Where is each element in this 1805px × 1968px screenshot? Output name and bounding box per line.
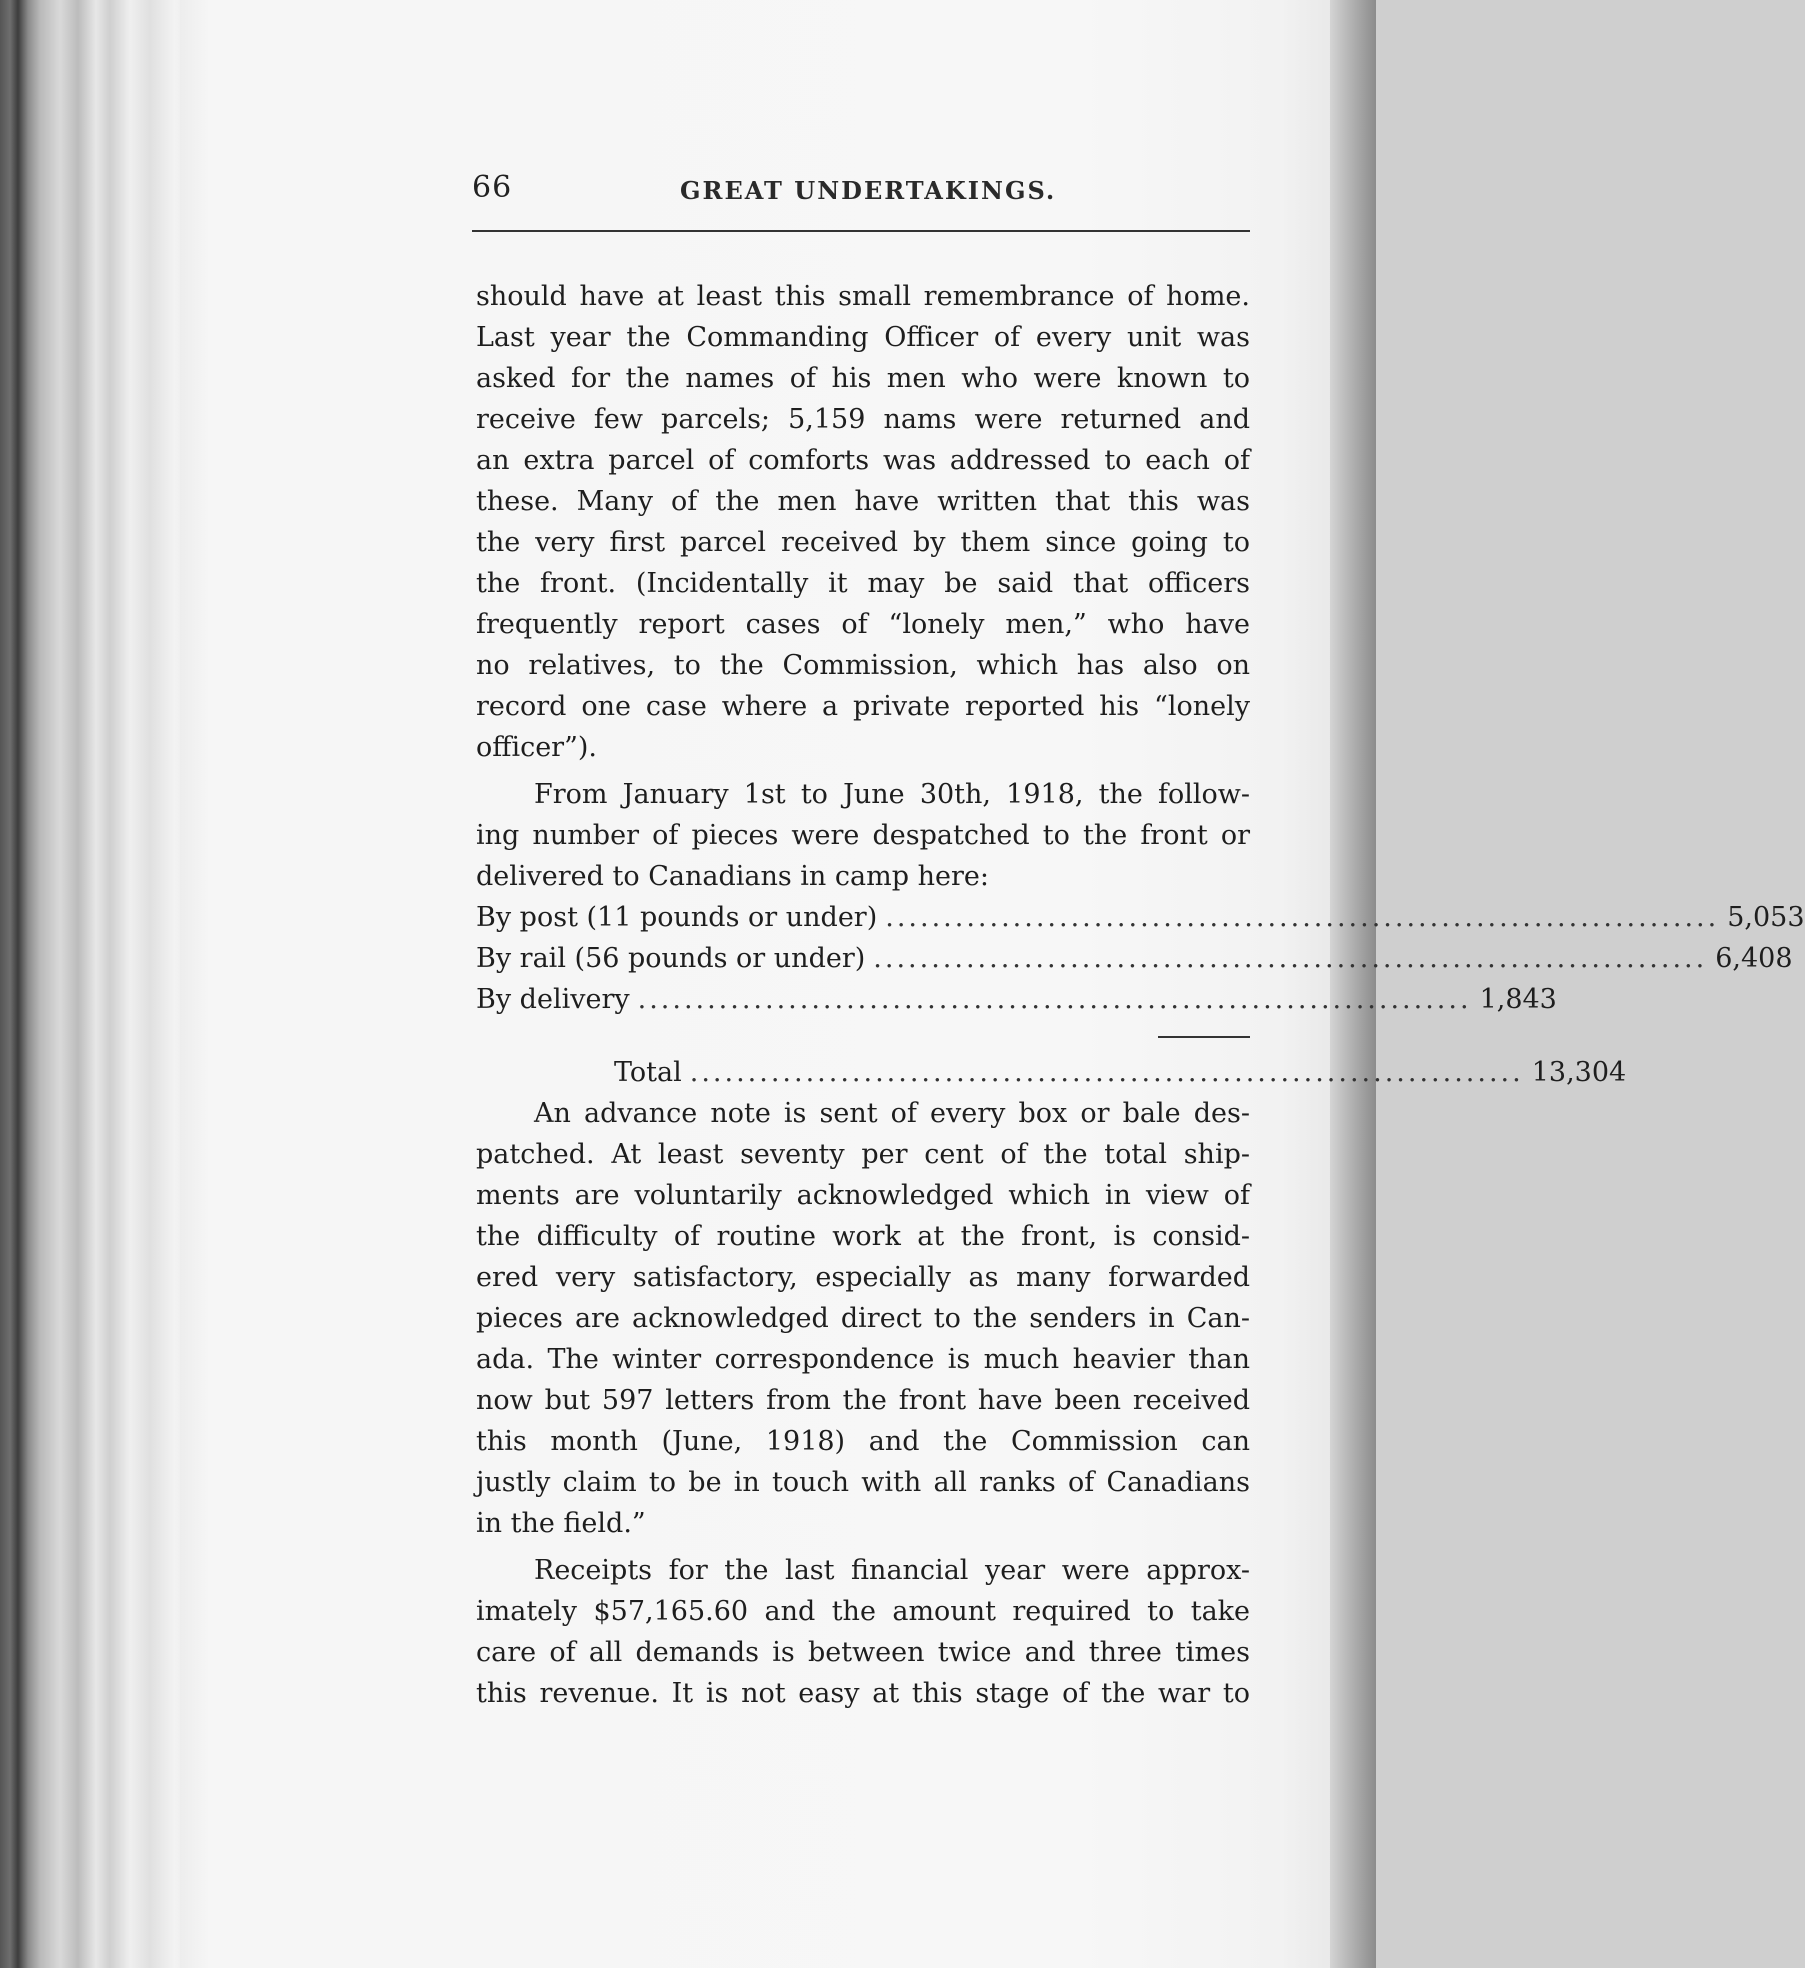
text-line: asked for the names of his men who were known to <box>476 363 1250 394</box>
text-line: the front. (Incidentally it may be said that officers <box>476 568 1250 599</box>
dot-leader: ........................................................................ <box>873 943 1708 974</box>
text-line: ered very satisfactory, especially as many forwarded <box>476 1262 1250 1293</box>
page-number: 66 <box>472 170 513 205</box>
text-line: patched. At least seventy per cent of the total ship- <box>476 1139 1250 1170</box>
text-line: in the field.” <box>476 1508 646 1539</box>
table-row <box>476 897 1805 938</box>
sum-rule <box>1158 1036 1250 1038</box>
row-label: By post (11 pounds or under) <box>476 902 878 933</box>
text-line: ments are voluntarily acknowledged which in view of <box>476 1180 1250 1211</box>
text-line: pieces are acknowledged direct to the senders in Can- <box>476 1303 1250 1334</box>
text-line: an extra parcel of comforts was addressed to each of <box>476 445 1250 476</box>
dot-leader: ........................................................................ <box>637 984 1472 1015</box>
text-line: From January 1st to June 30th, 1918, the follow- <box>534 779 1250 810</box>
text-line: justly claim to be in touch with all ranks of Canadians <box>476 1467 1250 1498</box>
page-body <box>476 276 1805 1714</box>
text-line: ing number of pieces were despatched to the front or <box>476 820 1250 851</box>
dot-leader: ........................................................................ <box>885 902 1720 933</box>
page-header <box>472 170 1252 230</box>
text-line: no relatives, to the Commission, which has also on <box>476 650 1250 681</box>
table-row <box>476 938 1793 979</box>
text-line: the very first parcel received by them since going to <box>476 527 1250 558</box>
total-row <box>476 1052 1627 1093</box>
text-line: delivered to Canadians in camp here: <box>476 861 989 892</box>
row-value: 5,053 <box>1727 902 1805 933</box>
running-head: GREAT UNDERTAKINGS. <box>680 176 1057 205</box>
text-line: Receipts for the last financial year were approx- <box>534 1555 1250 1586</box>
text-line: officer”). <box>476 732 597 763</box>
row-label: By delivery <box>476 984 630 1015</box>
text-line: imately $57,165.60 and the amount required to take <box>476 1596 1250 1627</box>
text-line: now but 597 letters from the front have been received <box>476 1385 1250 1416</box>
text-line: care of all demands is between twice and three times <box>476 1637 1250 1668</box>
dot-leader: ........................................................................ <box>689 1057 1524 1088</box>
text-line: Last year the Commanding Officer of every unit was <box>476 322 1250 353</box>
paragraph-3 <box>476 1093 1250 1544</box>
table-row <box>476 979 1557 1020</box>
shipments-table <box>476 897 1805 1093</box>
text-line: these. Many of the men have written that this was <box>476 486 1250 517</box>
row-value: 1,843 <box>1479 984 1557 1015</box>
row-value: 6,408 <box>1715 943 1793 974</box>
text-line: the difficulty of routine work at the front, is consid- <box>476 1221 1250 1252</box>
row-label: By rail (56 pounds or under) <box>476 943 866 974</box>
paragraph-4 <box>476 1550 1250 1714</box>
text-line: ada. The winter correspondence is much heavier than <box>476 1344 1250 1375</box>
text-line: this month (June, 1918) and the Commission can <box>476 1426 1250 1457</box>
text-line: frequently report cases of “lonely men,” who have <box>476 609 1250 640</box>
paragraph-1 <box>476 276 1250 768</box>
total-value: 13,304 <box>1531 1057 1627 1088</box>
text-line: should have at least this small remembrance of home. <box>476 281 1250 312</box>
text-line: record one case where a private reported his “lonely <box>476 691 1250 722</box>
text-line: receive few parcels; 5,159 nams were returned and <box>476 404 1250 435</box>
paragraph-2 <box>476 774 1250 897</box>
text-line: this revenue. It is not easy at this stage of the war to <box>476 1678 1250 1709</box>
total-label: Total <box>614 1057 682 1088</box>
text-line: An advance note is sent of every box or bale des- <box>534 1098 1250 1129</box>
header-rule <box>472 230 1250 232</box>
